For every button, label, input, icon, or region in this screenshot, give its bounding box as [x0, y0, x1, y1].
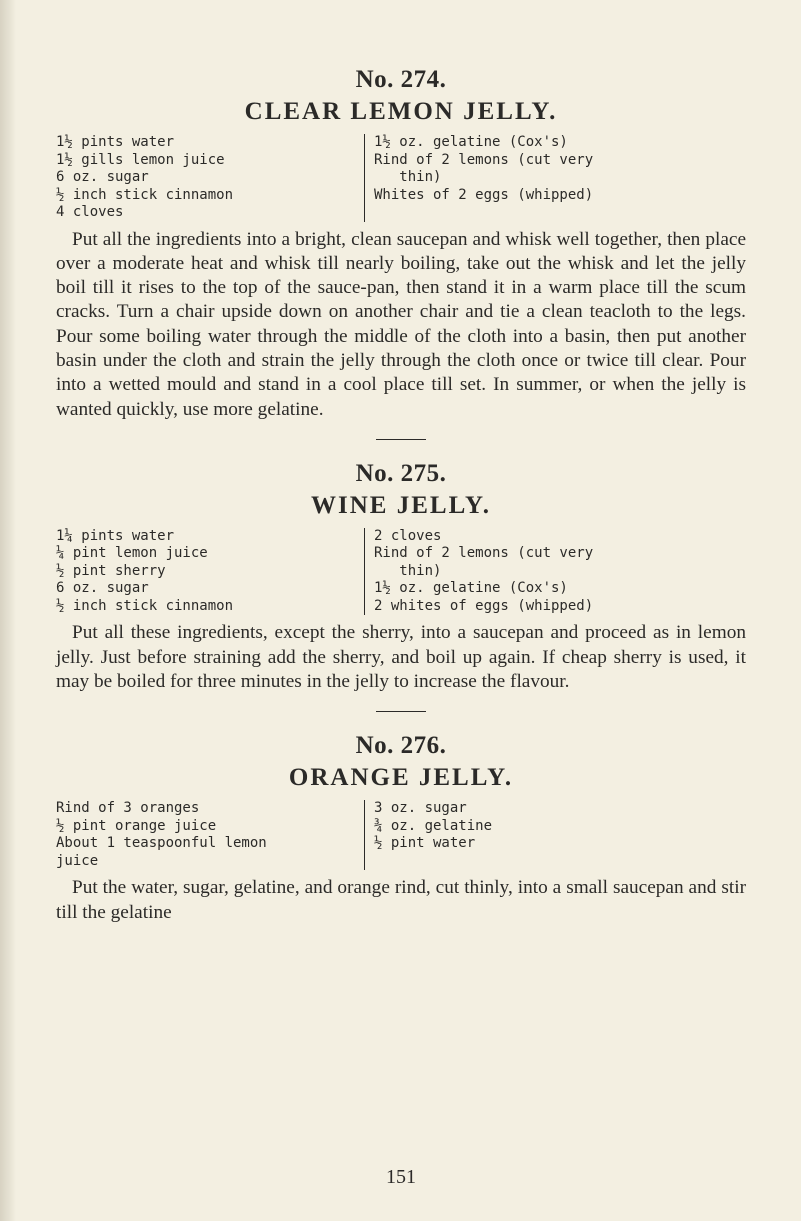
cookbook-page	[56, 64, 746, 1204]
recipe-method: Put all the ingredients into a bright, clean saucepan and whisk well together, then place over a moderate heat and whisk till nearly boiling, take out the whisk and let the jelly boil till it rises to the top of the sauce-pan, then stand it in a warm place till the scum cracks. Turn a chair upside down on another chair and tie a clean teacloth to the legs. Pour some boiling water through the middle of the cloth into a basin, then put another basin under the cloth and strain the jelly through the cloth once or twice till clear. Pour into a wetted mould and stand in a cool place till set. In summer, or when the jelly is wanted quickly, use more gelatine.	[56, 228, 746, 420]
ingredient: juice	[56, 852, 99, 869]
ingredients-left-column	[56, 528, 364, 616]
recipe-title: WINE JELLY.	[311, 491, 491, 519]
ingredient: 1¼ pints water	[56, 527, 175, 544]
ingredient: 3 oz. sugar	[374, 800, 467, 817]
recipe-title: ORANGE JELLY.	[288, 764, 514, 792]
ingredients-list	[56, 134, 746, 222]
ingredient: 2 cloves	[374, 527, 442, 544]
ingredient: ½ inch stick cinnamon	[56, 186, 234, 203]
ingredient: 4 cloves	[56, 204, 124, 220]
ingredient: ½ inch stick cinnamon	[56, 597, 234, 614]
ingredient: thin)	[374, 562, 442, 579]
ingredient: ½ pint orange juice	[56, 817, 217, 834]
recipe-title: CLEAR LEMON JELLY.	[244, 98, 558, 125]
ingredient: 2 whites of eggs (whipped)	[374, 597, 594, 614]
recipe-method: Put all these ingredients, except the sherry, into a saucepan and proceed as in lemon jelly. Just before straining add the sherry, and boil up again. If cheap sherry is used, it may be boiled for three minutes in the jelly to increase the flavour.	[56, 622, 746, 692]
ingredient: 6 oz. sugar	[56, 580, 149, 597]
ingredients-list	[56, 528, 746, 616]
ingredient: 1½ pints water	[56, 134, 175, 150]
ingredient: 1½ gills lemon juice	[56, 151, 225, 168]
ingredient: Rind of 2 lemons (cut very	[374, 151, 594, 168]
ingredient: 6 oz. sugar	[56, 169, 149, 185]
ingredient: ¾ oz. gelatine	[374, 817, 493, 834]
ingredient: ½ pint sherry	[56, 562, 166, 579]
recipe-275	[56, 458, 746, 694]
ingredients-right-column	[364, 134, 674, 222]
ingredient: Rind of 2 lemons (cut very	[374, 545, 594, 562]
section-divider	[376, 711, 426, 712]
recipe-method: Put the water, sugar, gelatine, and orange rind, cut thinly, into a small saucepan and stir till the gelatine	[56, 877, 746, 923]
recipe-276	[56, 730, 746, 925]
ingredient: 1½ oz. gelatine (Cox's)	[374, 580, 568, 597]
page-number: 151	[386, 1166, 416, 1188]
ingredient: 1½ oz. gelatine (Cox's)	[374, 134, 568, 150]
recipe-number: No. 275.	[355, 459, 447, 487]
ingredient: ¼ pint lemon juice	[56, 545, 208, 562]
ingredient: ½ pint water	[374, 835, 476, 852]
ingredient: Rind of 3 oranges	[56, 800, 200, 817]
ingredient: Whites of 2 eggs (whipped)	[374, 186, 594, 203]
recipe-number: No. 276.	[355, 732, 447, 760]
ingredients-list	[56, 800, 746, 870]
recipe-number: No. 274.	[355, 66, 447, 93]
ingredients-right-column	[364, 528, 674, 616]
ingredients-left-column	[56, 134, 364, 222]
ingredients-right-column	[364, 800, 674, 870]
ingredient: thin)	[374, 169, 442, 185]
recipe-274	[56, 64, 746, 422]
section-divider	[376, 439, 426, 440]
book-binding-shadow	[0, 0, 16, 1221]
ingredient: About 1 teaspoonful lemon	[56, 835, 267, 852]
ingredients-left-column	[56, 800, 364, 870]
